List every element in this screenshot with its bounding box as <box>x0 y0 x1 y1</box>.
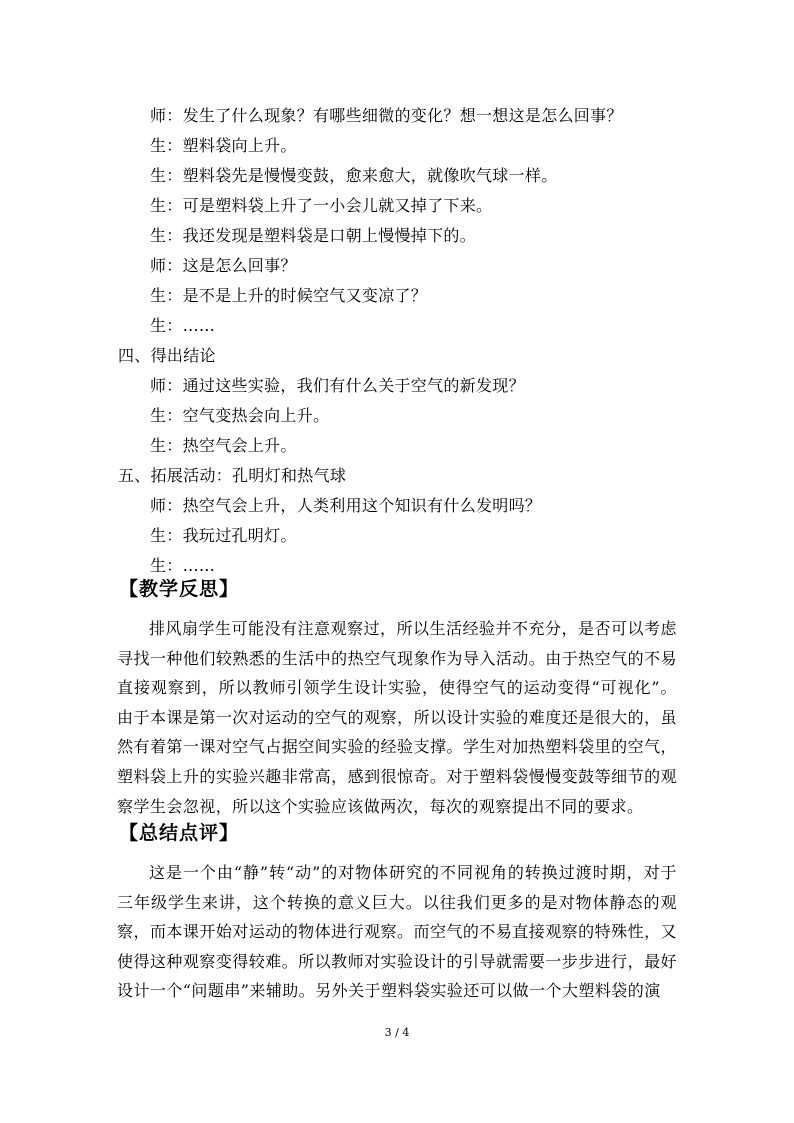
reflection-paragraph: 排风扇学生可能没有注意观察过，所以生活经验并不充分，是否可以考虑寻找一种他们较熟悉的生活中的热空气现象作为导入活动。由于热空气的不易直接观察到，所以教师引领学生设计实验，使得空气的运动变得“可视化”。由于本课是第一次对运动的空气的观察，所以设计实验的难度还是很大的，虽然有着第一课对空气占据空间实验的经验支撑。学生对加热塑料袋里的空气，塑料袋上升的实验兴趣非常高，感到很惊奇。对于塑料袋慢慢变鼓等细节的观察学生会忽视，所以这个实验应该做两次，每次的观察提出不同的要求。 <box>117 619 677 816</box>
dialog-line: 师：发生了什么现象？有哪些细微的变化？想一想这是怎么回事？ <box>150 106 623 125</box>
dialog-line: 生：…… <box>150 316 216 335</box>
dialog-line: 师：通过这些实验，我们有什么关于空气的新发现？ <box>150 376 525 395</box>
section-title-conclusion: 四、得出结论 <box>118 346 216 365</box>
page-number: 3 / 4 <box>384 1026 410 1039</box>
dialog-line: 生：可是塑料袋上升了一小会儿就又掉了下来。 <box>150 196 493 215</box>
dialog-line: 生：塑料袋先是慢慢变鼓，愈来愈大，就像吹气球一样。 <box>150 166 558 185</box>
dialog-line: 师：热空气会上升，人类利用这个知识有什么发明吗？ <box>150 496 542 515</box>
dialog-line: 生：我还发现是塑料袋是口朝上慢慢掉下的。 <box>150 226 477 245</box>
dialog-line: 生：…… <box>150 556 216 575</box>
summary-paragraph: 这是一个由“静”转“动”的对物体研究的不同视角的转换过渡时期，对于三年级学生来讲，这个转换的意义巨大。以往我们更多的是对物体静态的观察，而本课开始对运动的物体进行观察。而空气的不易直接观察的特殊性，又使得这种观察变得较难。所以教师对实验设计的引导就需要一步步进行，最好设计一个“问题串”来辅助。另外关于塑料袋实验还可以做一个大塑料袋的演 <box>117 863 677 1001</box>
reflection-heading: 【教学反思】 <box>119 578 240 600</box>
dialog-line: 生：是不是上升的时候空气又变凉了？ <box>150 286 428 305</box>
section-title-extension: 五、拓展活动：孔明灯和热气球 <box>118 466 347 485</box>
dialog-line: 生：塑料袋向上升。 <box>150 136 297 155</box>
dialog-line: 生：热空气会上升。 <box>150 436 297 455</box>
dialog-line: 生：空气变热会向上升。 <box>150 406 330 425</box>
dialog-line: 生：我玩过孔明灯。 <box>150 526 297 545</box>
summary-heading: 【总结点评】 <box>119 822 240 844</box>
dialog-line: 师：这是怎么回事？ <box>150 256 297 275</box>
